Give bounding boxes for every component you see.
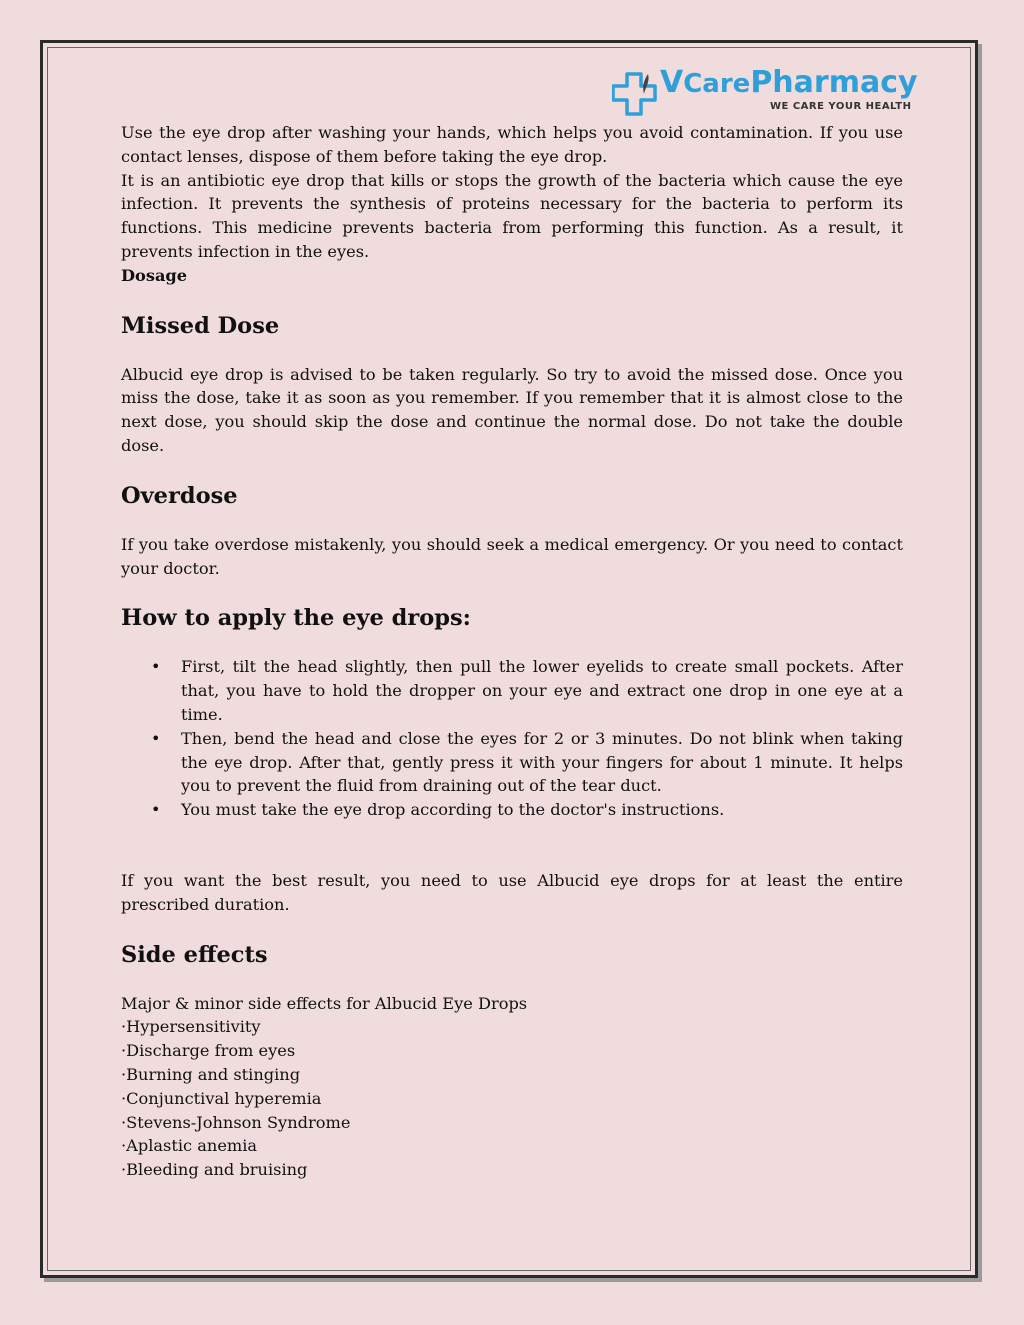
intro-paragraph-1: Use the eye drop after washing your hands, which helps you avoid contamination. If you use contact lenses, dispose of them before taking the eye drop. [121,123,903,166]
missed-dose-body: Albucid eye drop is advised to be taken regularly. So try to avoid the missed dose. Once you miss the dose, take it as soon as you remember. If you remember that it is almost close to the next dose, you should skip the dose and continue the normal dose. Do not take the double dose. [121,364,903,455]
list-item: • First, tilt the head slightly, then pull the lower eyelids to create small pockets. After that, you have to hold the dropper on your eye and extract one drop in one eye at a time. [121,655,903,726]
document-body [121,121,903,1182]
medical-cross-icon [612,72,658,116]
brand-name-v: V [660,65,684,100]
brand-tagline: WE CARE YOUR HEALTH [770,101,912,112]
side-effects-heading: Side effects [121,941,268,968]
intro-paragraph-2: It is an antibiotic eye drop that kills or stops the growth of the bacteria which cause the eye infection. It prevents the synthesis of proteins necessary for the bacteria to perform its functions. This medicine prevents bacteria from performing this function. As a result, it prevents infection in the eyes. [121,170,903,261]
list-item: · Bleeding and bruising [121,1158,903,1182]
list-item: • Then, bend the head and close the eyes for 2 or 3 minutes. Do not blink when taking the eye drop. After that, gently press it with your fingers for about 1 minute. It helps you to prevent the fluid from draining out of the tear duct. [121,727,903,798]
brand-name [660,65,918,100]
list-item: · Stevens-Johnson Syndrome [121,1111,903,1135]
side-effects-list [121,1015,903,1182]
apply-heading: How to apply the eye drops: [121,605,471,632]
list-item: · Aplastic anemia [121,1134,903,1158]
overdose-heading: Overdose [121,482,238,509]
side-effects-intro: Major & minor side effects for Albucid Eye Drops [121,993,528,1013]
brand-name-pharmacy: Pharmacy [750,65,918,100]
brand-logo [612,62,940,120]
list-item: · Discharge from eyes [121,1039,903,1063]
list-item: · Conjunctival hyperemia [121,1087,903,1111]
list-item: • You must take the eye drop according to the doctor's instructions. [121,798,903,822]
dosage-label: Dosage [121,265,188,285]
apply-steps-list [121,655,903,822]
list-item: · Burning and stinging [121,1063,903,1087]
overdose-body: If you take overdose mistakenly, you should seek a medical emergency. Or you need to contact your doctor. [121,534,903,578]
apply-closing: If you want the best result, you need to use Albucid eye drops for at least the entire prescribed duration. [121,870,903,914]
missed-dose-heading: Missed Dose [121,312,280,339]
list-item: · Hypersensitivity [121,1015,903,1039]
brand-name-care: Care [683,69,751,99]
